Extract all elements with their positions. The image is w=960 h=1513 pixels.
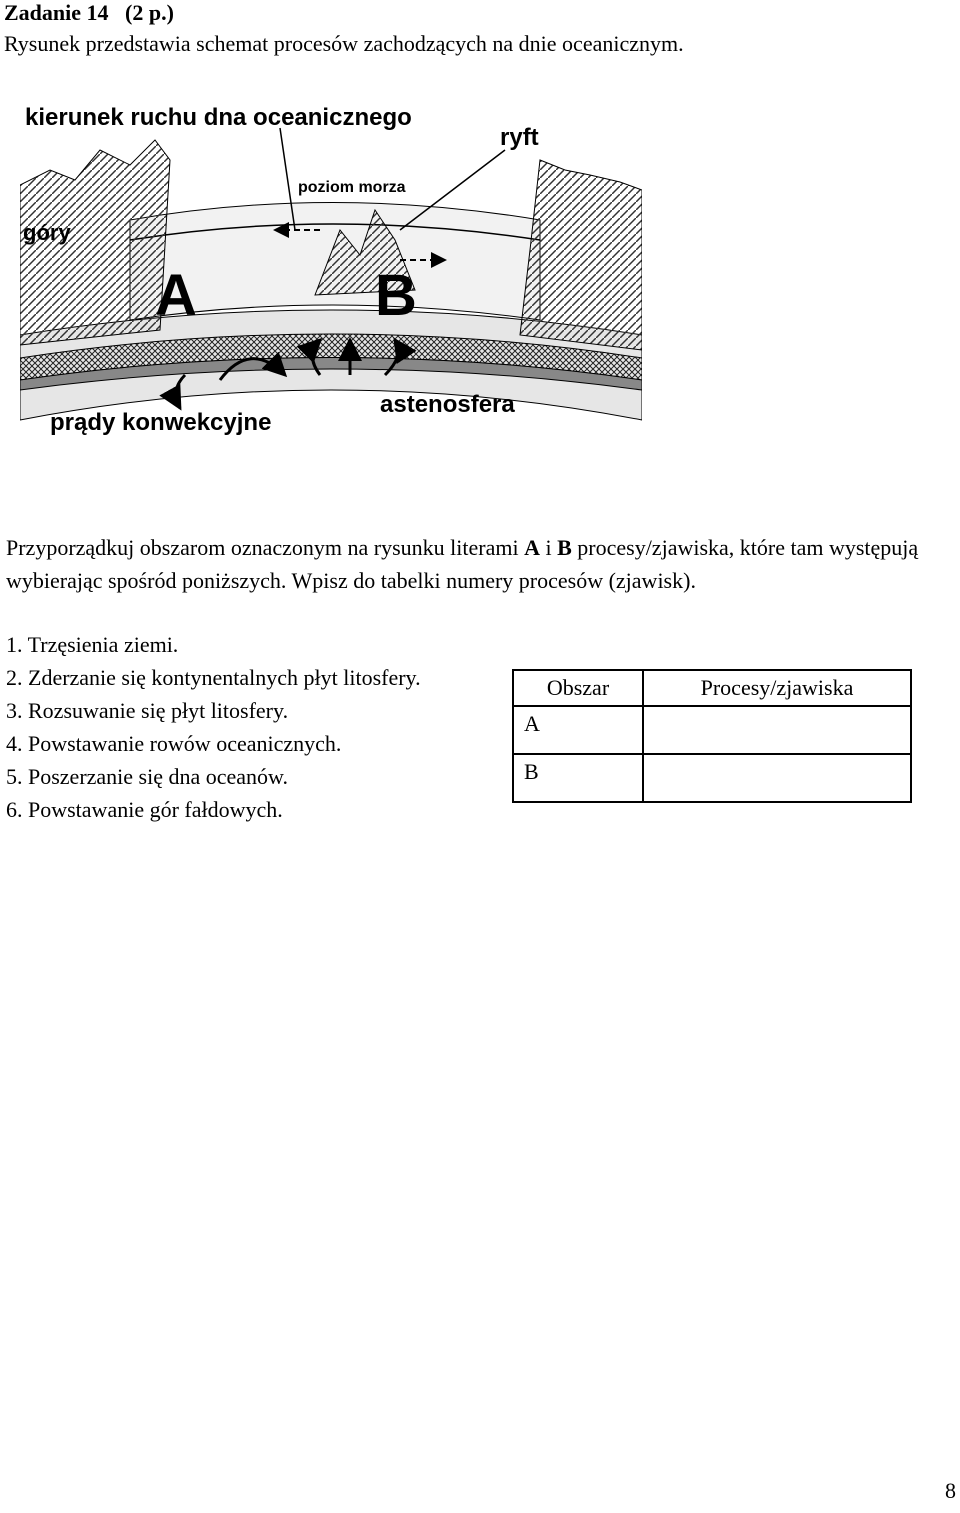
area-cell: A: [513, 706, 643, 754]
instruction-part2: i: [539, 535, 558, 560]
table-row: [513, 706, 911, 754]
instruction-letter-b: B: [557, 535, 572, 560]
answer-table: [512, 669, 912, 803]
label-asthenosphere: astenosfera: [380, 391, 515, 418]
page-number: 8: [945, 1478, 956, 1503]
process-item: 6. Powstawanie gór fałdowych.: [6, 797, 283, 822]
answer-cell-a[interactable]: [643, 706, 911, 754]
instruction-letter-a: A: [524, 535, 540, 560]
task-intro: Rysunek przedstawia schemat procesów zachodzących na dnie oceanicznym.: [4, 31, 684, 56]
header-processes: Procesy/zjawiska: [643, 670, 911, 706]
header-area: Obszar: [513, 670, 643, 706]
answer-cell-b[interactable]: [643, 754, 911, 802]
process-item: 2. Zderzanie się kontynentalnych płyt litosfery.: [6, 665, 421, 690]
label-direction: kierunek ruchu dna oceanicznego: [25, 104, 412, 131]
area-cell: B: [513, 754, 643, 802]
label-mountains: góry: [23, 220, 71, 245]
label-area-b: B: [375, 263, 417, 328]
instruction-part3: procesy/zjawiska, które tam występują wybierając spośród poniższych. Wpisz do tabelki numery procesów (zjawisk).: [6, 535, 919, 593]
ocean-floor-diagram: [20, 90, 642, 450]
process-list: [6, 628, 421, 826]
process-item: 1. Trzęsienia ziemi.: [6, 632, 179, 657]
table-header-row: [513, 670, 911, 706]
task-heading: Zadanie 14 (2 p.): [4, 0, 174, 25]
label-rift: ryft: [500, 124, 539, 151]
task-instruction: [6, 531, 958, 597]
instruction-part1: Przyporządkuj obszarom oznaczonym na rysunku literami: [6, 535, 525, 560]
label-convection: prądy konwekcyjne: [50, 409, 272, 436]
label-sea-level: poziom morza: [298, 179, 406, 196]
table-row: [513, 754, 911, 802]
label-area-a: A: [155, 263, 197, 328]
process-item: 4. Powstawanie rowów oceanicznych.: [6, 731, 342, 756]
process-item: 3. Rozsuwanie się płyt litosfery.: [6, 698, 289, 723]
process-item: 5. Poszerzanie się dna oceanów.: [6, 764, 289, 789]
